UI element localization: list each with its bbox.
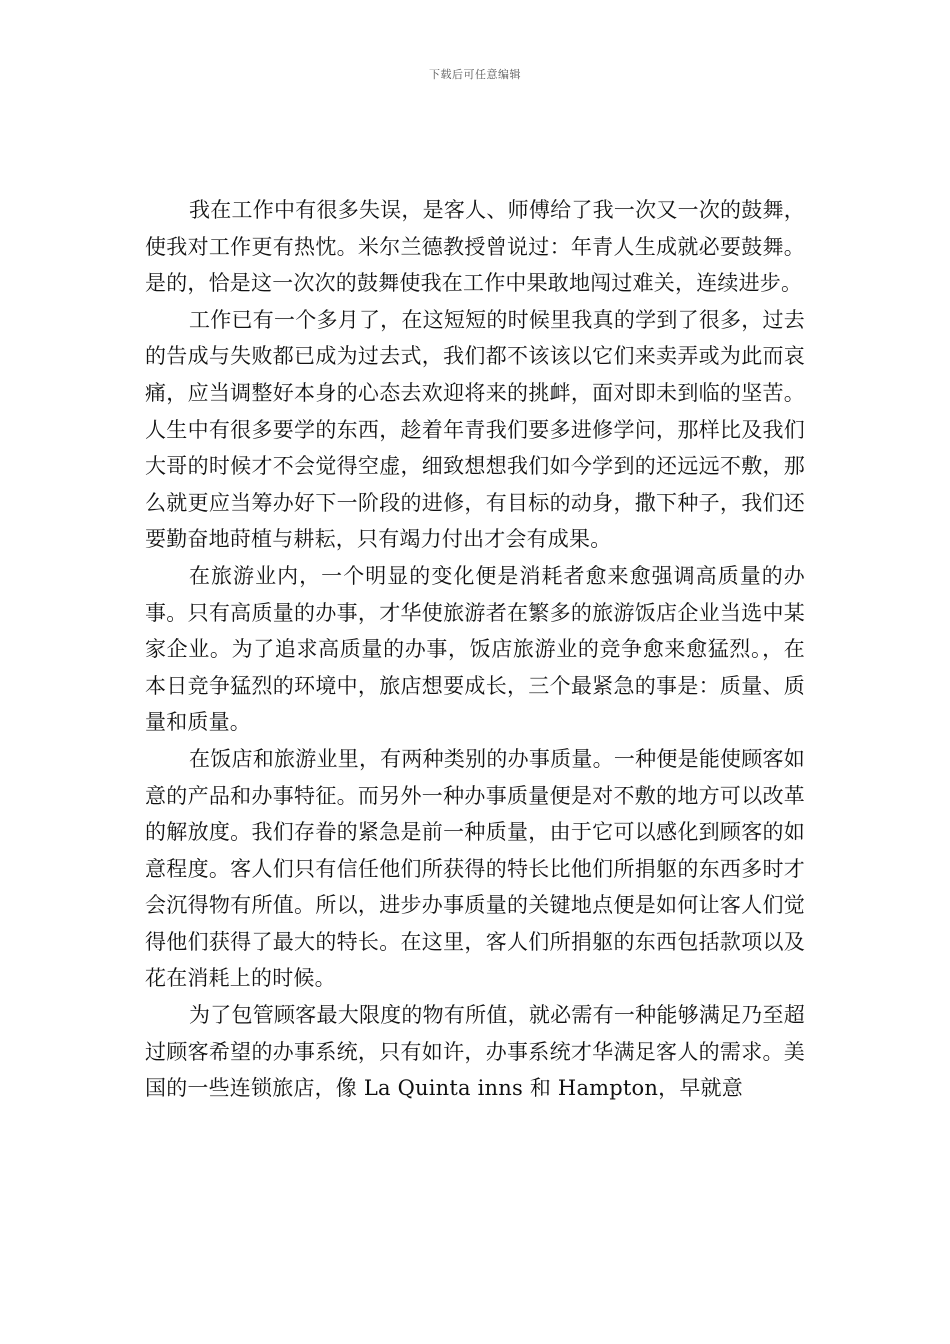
paragraph: 工作已有一个多月了，在这短短的时候里我真的学到了很多，过去的告成与失败都已成为过去式，我们都不该该以它们来卖弄或为此而哀痛，应当调整好本身的心态去欢迎将来的挑衅，面对即未到临的坚苦。人生中有很多要学的东西，趁着年青我们要多进修学问，那样比及我们大哥的时候才不会觉得空虚，细致想想我们如今学到的还远远不敷，那么就更应当筹办好下一阶段的进修，有目标的动身，撒下种子，我们还要勤奋地莳植与耕耘，只有竭力付出才会有成果。 bbox=[145, 307, 805, 552]
document-body bbox=[145, 192, 805, 1107]
page-header: 下载后可任意编辑 bbox=[429, 68, 521, 81]
paragraph: 为了包管顾客最大限度的物有所值，就必需有一种能够满足乃至超过顾客希望的办事系统，只有如许，办事系统才华满足客人的需求。美国的一些连锁旅店，像 La Quinta inns 和 Hampton，早就意 bbox=[145, 1003, 805, 1101]
paragraph: 在旅游业内，一个明显的变化便是消耗者愈来愈强调高质量的办事。只有高质量的办事，才华使旅游者在繁多的旅游饭店企业当选中某家企业。为了追求高质量的办事，饭店旅游业的竞争愈来愈猛烈。，在本日竞争猛烈的环境中，旅店想要成长，三个最紧急的事是：质量、质量和质量。 bbox=[145, 563, 805, 735]
paragraph: 我在工作中有很多失误，是客人、师傅给了我一次又一次的鼓舞，使我对工作更有热忱。米尔兰德教授曾说过：年青人生成就必要鼓舞。是的，恰是这一次次的鼓舞使我在工作中果敢地闯过难关，连续进步。 bbox=[145, 198, 805, 296]
paragraph: 在饭店和旅游业里，有两种类别的办事质量。一种便是能使顾客如意的产品和办事特征。而另外一种办事质量便是对不敷的地方可以改革的解放度。我们存眷的紧急是前一种质量，由于它可以感化到顾客的如意程度。客人们只有信任他们所获得的特长比他们所捐躯的东西多时才会沉得物有所值。所以，进步办事质量的关键地点便是如何让客人们觉得他们获得了最大的特长。在这里，客人们所捐躯的东西包括款项以及花在消耗上的时候。 bbox=[145, 746, 805, 991]
